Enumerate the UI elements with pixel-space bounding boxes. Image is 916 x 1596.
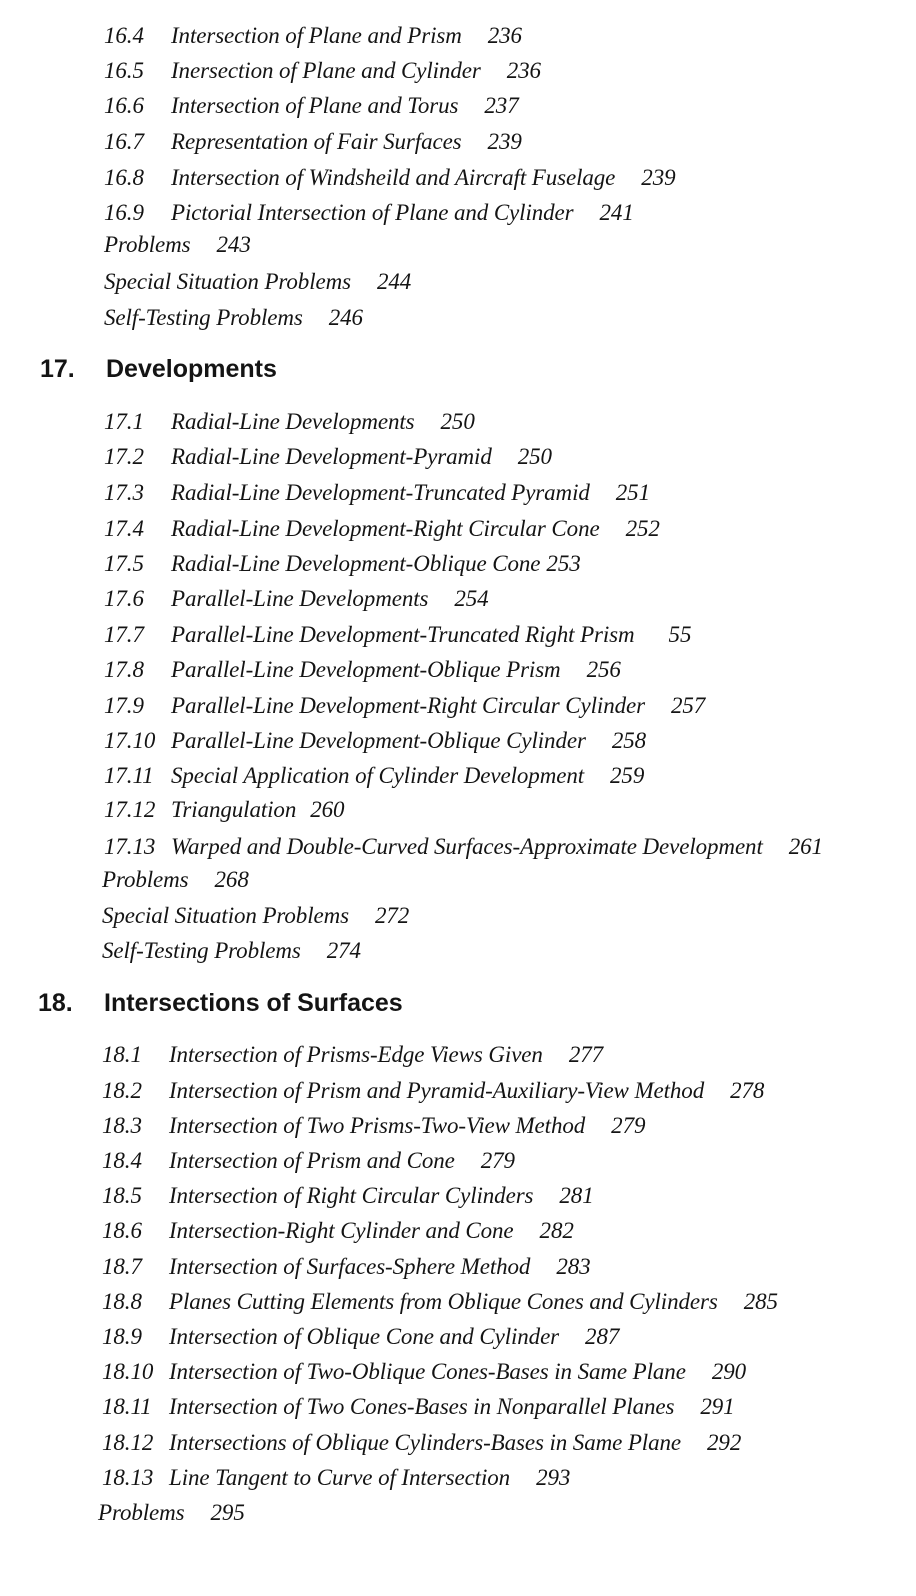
entry-page: 295 (210, 1500, 245, 1525)
entry-page: 237 (484, 93, 519, 118)
entry-page: 250 (517, 444, 552, 469)
entry-title: Representation of Fair Surfaces (171, 129, 462, 154)
entry-page: 259 (610, 763, 645, 788)
toc-problems-18 (98, 1499, 245, 1527)
entry-number: 18.12 (102, 1430, 154, 1455)
entry-page: 279 (480, 1148, 515, 1173)
entry-page: 281 (559, 1183, 594, 1208)
entry-page: 251 (615, 480, 650, 505)
entry-title: Radial-Line Development-Oblique Cone (171, 551, 541, 576)
entry-number: 18.6 (102, 1218, 142, 1243)
entry-number: 16.4 (104, 23, 144, 48)
entry-title: Self-Testing Problems (102, 938, 301, 963)
entry-number: 17.2 (104, 444, 144, 469)
entry-page: 253 (546, 551, 581, 576)
entry-number: 18.3 (102, 1113, 142, 1138)
entry-page: 260 (310, 797, 345, 822)
entry-page: 293 (536, 1465, 571, 1490)
entry-page: 274 (326, 938, 361, 963)
toc-self-testing-16 (104, 304, 363, 332)
toc-entry-17-6 (104, 585, 489, 613)
entry-page: 278 (730, 1078, 765, 1103)
toc-entry-18-8 (102, 1288, 778, 1316)
entry-number: 18.9 (102, 1324, 142, 1349)
toc-entry-18-1 (102, 1041, 603, 1069)
entry-page: 250 (440, 409, 475, 434)
entry-title: Special Application of Cylinder Development (171, 763, 585, 788)
entry-page: 283 (556, 1254, 591, 1279)
entry-title: Problems (102, 867, 189, 892)
entry-number: 18.11 (102, 1394, 152, 1419)
toc-entry-18-10 (102, 1358, 746, 1386)
toc-entry-16-9 (104, 199, 634, 227)
entry-title: Intersection of Prisms-Edge Views Given (169, 1042, 543, 1067)
entry-number: 17.13 (104, 834, 156, 859)
entry-page: 256 (586, 657, 621, 682)
entry-title: Line Tangent to Curve of Intersection (169, 1465, 511, 1490)
entry-title: Intersection of Prism and Cone (169, 1148, 455, 1173)
entry-title: Radial-Line Development-Pyramid (171, 444, 492, 469)
entry-page: 252 (625, 516, 660, 541)
entry-number: 18.13 (102, 1465, 154, 1490)
entry-page: 291 (700, 1394, 735, 1419)
chapter-title: Developments (106, 355, 277, 383)
entry-number: 16.6 (104, 93, 144, 118)
entry-title: Radial-Line Developments (171, 409, 415, 434)
chapter-title: Intersections of Surfaces (104, 989, 403, 1017)
toc-entry-16-7 (104, 128, 522, 156)
entry-title: Triangulation (171, 797, 297, 822)
toc-problems-17 (102, 866, 249, 894)
entry-page: 285 (743, 1289, 778, 1314)
entry-number: 17.6 (104, 586, 144, 611)
entry-number: 16.5 (104, 58, 144, 83)
entry-number: 18.7 (102, 1254, 142, 1279)
entry-number: 17.8 (104, 657, 144, 682)
entry-number: 18.10 (102, 1359, 154, 1384)
toc-entry-18-2 (102, 1077, 764, 1105)
entry-number: 17.12 (104, 797, 156, 822)
toc-entry-16-5 (104, 57, 541, 85)
entry-page: 287 (585, 1324, 620, 1349)
entry-page: 236 (487, 23, 522, 48)
toc-entry-18-4 (102, 1147, 515, 1175)
toc-entry-17-11 (104, 762, 644, 790)
entry-page: 243 (216, 232, 251, 257)
entry-title: Intersection of Two Cones-Bases in Nonparallel Planes (169, 1394, 675, 1419)
entry-page: 258 (611, 728, 647, 753)
entry-page: 290 (711, 1359, 747, 1384)
entry-title: Problems (104, 232, 191, 257)
toc-entry-18-7 (102, 1253, 591, 1281)
entry-title: Parallel-Line Development-Truncated Right Prism (171, 622, 635, 647)
entry-page: 241 (599, 200, 634, 225)
toc-entry-17-9 (104, 692, 705, 720)
entry-page: 55 (668, 622, 692, 647)
entry-page: 261 (788, 834, 823, 859)
toc-entry-16-8 (104, 164, 676, 192)
entry-number: 17.11 (104, 763, 154, 788)
entry-page: 279 (611, 1113, 646, 1138)
toc-entry-18-13 (102, 1464, 570, 1492)
entry-number: 17.4 (104, 516, 144, 541)
entry-title: Inersection of Plane and Cylinder (171, 58, 481, 83)
toc-entry-18-5 (102, 1182, 594, 1210)
entry-title: Parallel-Line Development-Oblique Cylinder (171, 728, 586, 753)
toc-entry-18-12 (102, 1429, 741, 1457)
entry-title: Parallel-Line Development-Right Circular Cylinder (171, 693, 645, 718)
toc-entry-17-8 (104, 656, 621, 684)
entry-title: Intersection-Right Cylinder and Cone (169, 1218, 514, 1243)
toc-entry-18-9 (102, 1323, 619, 1351)
entry-number: 17.9 (104, 693, 144, 718)
toc-entry-17-2 (104, 443, 552, 471)
toc-entry-17-12 (104, 796, 344, 824)
entry-title: Radial-Line Development-Truncated Pyramid (171, 480, 590, 505)
entry-title: Intersection of Right Circular Cylinders (169, 1183, 534, 1208)
entry-title: Intersection of Plane and Torus (171, 93, 459, 118)
entry-title: Intersection of Surfaces-Sphere Method (169, 1254, 531, 1279)
entry-title: Intersection of Windsheild and Aircraft Fuselage (171, 165, 616, 190)
entry-number: 18.2 (102, 1078, 142, 1103)
toc-entry-17-5 (104, 550, 581, 578)
entry-number: 16.8 (104, 165, 144, 190)
entry-number: 18.1 (102, 1042, 142, 1067)
entry-title: Intersection of Plane and Prism (171, 23, 462, 48)
entry-number: 18.8 (102, 1289, 142, 1314)
entry-title: Special Situation Problems (102, 903, 349, 928)
entry-page: 239 (487, 129, 522, 154)
toc-entry-18-3 (102, 1112, 645, 1140)
entry-number: 17.7 (104, 622, 144, 647)
entry-title: Parallel-Line Development-Oblique Prism (171, 657, 561, 682)
toc-entry-18-11 (102, 1393, 735, 1421)
entry-page: 239 (641, 165, 676, 190)
entry-title: Intersection of Oblique Cone and Cylinder (169, 1324, 560, 1349)
entry-number: 16.7 (104, 129, 144, 154)
entry-page: 268 (214, 867, 249, 892)
entry-page: 244 (376, 269, 412, 294)
toc-entry-16-4 (104, 22, 522, 50)
entry-page: 282 (539, 1218, 574, 1243)
entry-page: 254 (454, 586, 489, 611)
entry-title: Intersections of Oblique Cylinders-Bases in Same Plane (169, 1430, 682, 1455)
toc-entry-17-4 (104, 515, 660, 543)
entry-number: 17.1 (104, 409, 144, 434)
entry-page: 257 (670, 693, 706, 718)
entry-title: Intersection of Two Prisms-Two-View Method (169, 1113, 586, 1138)
entry-title: Intersection of Prism and Pyramid-Auxiliary-View Method (169, 1078, 705, 1103)
entry-page: 292 (707, 1430, 742, 1455)
entry-page: 246 (328, 305, 363, 330)
toc-entry-17-7 (104, 621, 691, 649)
toc-special-problems-17 (102, 902, 409, 930)
toc-entry-17-13 (104, 833, 823, 861)
toc-entry-18-6 (102, 1217, 574, 1245)
entry-number: 18.4 (102, 1148, 142, 1173)
chapter-heading-17 (40, 354, 277, 384)
toc-entry-16-6 (104, 92, 519, 120)
toc-problems-16 (104, 231, 251, 259)
entry-title: Intersection of Two-Oblique Cones-Bases in Same Plane (169, 1359, 686, 1384)
toc-special-problems-16 (104, 268, 411, 296)
entry-title: Radial-Line Development-Right Circular Cone (171, 516, 600, 541)
chapter-number: 18. (38, 989, 73, 1017)
entry-title: Pictorial Intersection of Plane and Cylinder (171, 200, 574, 225)
entry-title: Special Situation Problems (104, 269, 351, 294)
entry-page: 272 (374, 903, 410, 928)
toc-entry-17-1 (104, 408, 475, 436)
entry-number: 17.3 (104, 480, 144, 505)
entry-number: 17.10 (104, 728, 156, 753)
entry-number: 16.9 (104, 200, 144, 225)
entry-title: Problems (98, 1500, 185, 1525)
toc-entry-17-3 (104, 479, 650, 507)
entry-number: 17.5 (104, 551, 144, 576)
entry-title: Planes Cutting Elements from Oblique Cones and Cylinders (169, 1289, 718, 1314)
entry-number: 18.5 (102, 1183, 142, 1208)
entry-title: Self-Testing Problems (104, 305, 303, 330)
entry-page: 277 (568, 1042, 604, 1067)
entry-page: 236 (506, 58, 541, 83)
chapter-number: 17. (40, 355, 75, 383)
chapter-heading-18 (38, 988, 403, 1018)
toc-self-testing-17 (102, 937, 361, 965)
entry-title: Warped and Double-Curved Surfaces-Approximate Development (171, 834, 763, 859)
entry-title: Parallel-Line Developments (171, 586, 429, 611)
toc-entry-17-10 (104, 727, 646, 755)
